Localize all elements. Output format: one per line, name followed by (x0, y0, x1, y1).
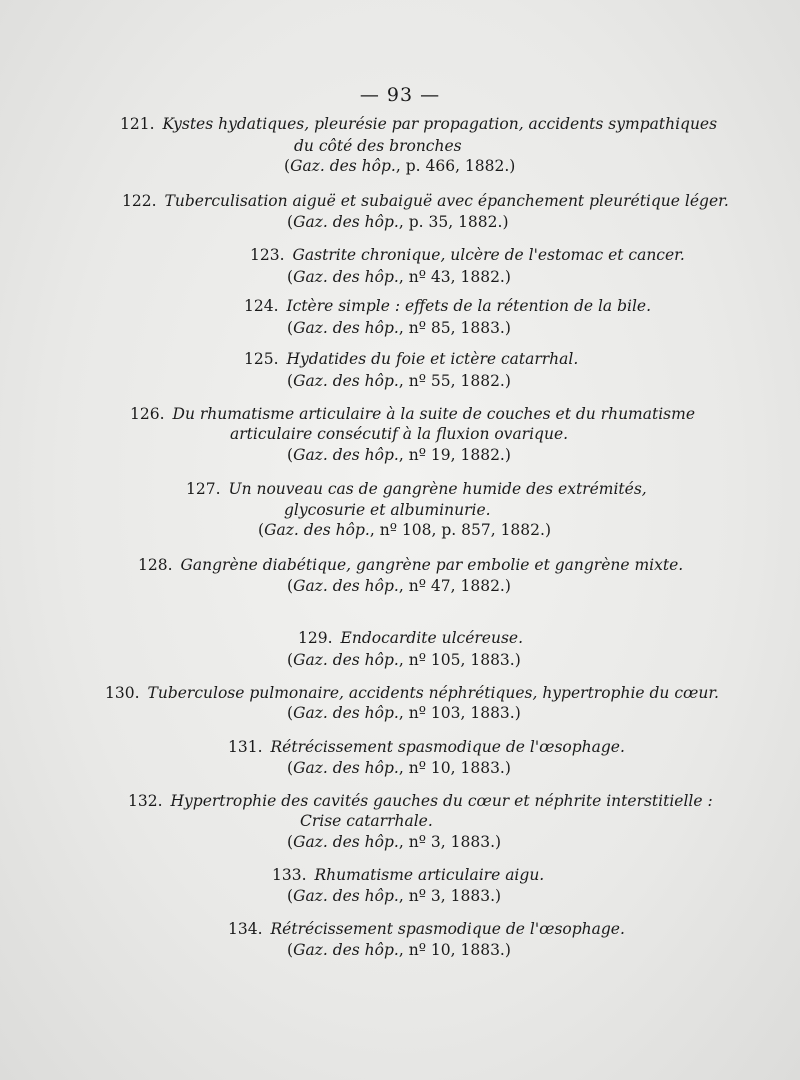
entry-source: (Gaz. des hôp., p. 466, 1882.) (284, 157, 516, 175)
entry-title-line: 124. Ictère simple : effets de la rétention de la bile. (244, 297, 652, 315)
entry-title-line: Crise catarrhale. (300, 812, 433, 830)
entry-source: (Gaz. des hôp., nº 55, 1882.) (287, 372, 511, 390)
entry-source: (Gaz. des hôp., nº 105, 1883.) (287, 651, 521, 669)
entry-title-line: 131. Rétrécissement spasmodique de l'œsophage. (228, 738, 625, 756)
entry-title-line: 134. Rétrécissement spasmodique de l'œsophage. (228, 920, 625, 938)
entry-title-line: 129. Endocardite ulcéreuse. (298, 629, 524, 647)
entry-title-line: 121. Kystes hydatiques, pleurésie par propagation, accidents sympathiques (120, 115, 718, 133)
entry-source: (Gaz. des hôp., nº 19, 1882.) (287, 446, 511, 464)
entry-source: (Gaz. des hôp., nº 103, 1883.) (287, 704, 521, 722)
entry-source: (Gaz. des hôp., nº 47, 1882.) (287, 577, 511, 595)
page-number: — 93 — (359, 84, 441, 106)
entry-title-line: 132. Hypertrophie des cavités gauches du cœur et néphrite interstitielle : (128, 792, 713, 810)
entry-title-line: 133. Rhumatisme articulaire aigu. (272, 866, 545, 884)
entry-source: (Gaz. des hôp., nº 10, 1883.) (287, 941, 511, 959)
entry-source: (Gaz. des hôp., nº 43, 1882.) (287, 268, 511, 286)
entry-title-line: 126. Du rhumatisme articulaire à la suite de couches et du rhumatisme (130, 405, 696, 423)
entry-title-line: 127. Un nouveau cas de gangrène humide des extrémités, (186, 480, 647, 498)
entry-title-line: glycosurie et albuminurie. (284, 501, 491, 519)
entry-title-line: 125. Hydatides du foie et ictère catarrhal. (244, 350, 579, 368)
entry-title-line: 123. Gastrite chronique, ulcère de l'estomac et cancer. (250, 246, 685, 264)
entry-source: (Gaz. des hôp., p. 35, 1882.) (287, 213, 509, 231)
entry-title-line: 122. Tuberculisation aiguë et subaiguë avec épanchement pleurétique léger. (122, 192, 729, 210)
entry-title-line: du côté des bronches (294, 137, 462, 155)
entry-source: (Gaz. des hôp., nº 3, 1883.) (287, 887, 502, 905)
entry-source: (Gaz. des hôp., nº 108, p. 857, 1882.) (258, 521, 551, 539)
entry-title-line: 130. Tuberculose pulmonaire, accidents néphrétiques, hypertrophie du cœur. (105, 684, 719, 702)
entry-source: (Gaz. des hôp., nº 10, 1883.) (287, 759, 511, 777)
entry-source: (Gaz. des hôp., nº 85, 1883.) (287, 319, 511, 337)
entry-title-line: articulaire consécutif à la fluxion ovarique. (230, 425, 569, 443)
entry-title-line: 128. Gangrène diabétique, gangrène par embolie et gangrène mixte. (138, 556, 684, 574)
entry-source: (Gaz. des hôp., nº 3, 1883.) (287, 833, 502, 851)
